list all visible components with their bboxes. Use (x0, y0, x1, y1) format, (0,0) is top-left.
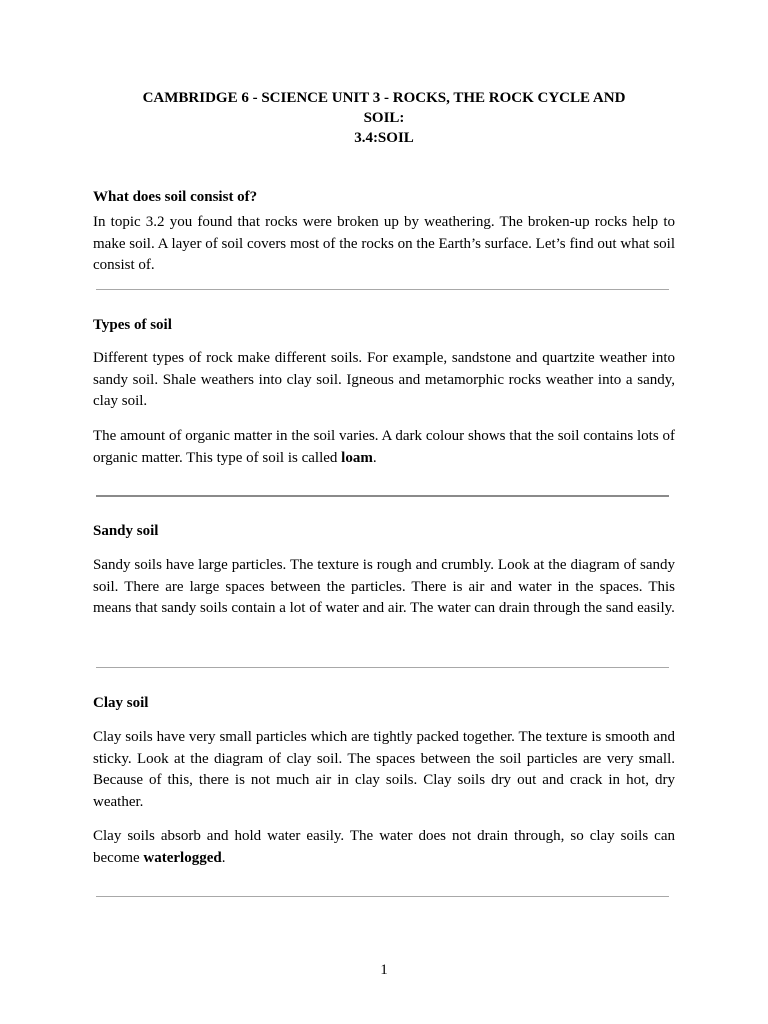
clay-water-text: Clay soils absorb and hold water easily. The water does not drain through, so clay soils can become (93, 828, 675, 866)
page-number: 1 (380, 962, 388, 978)
term-waterlogged: waterlogged (143, 849, 222, 866)
heading-clay-soil: Clay soil (93, 695, 149, 711)
organic-matter-text: The amount of organic matter in the soil varies. A dark colour shows that the soil contains lots of organic matter. This type of soil is called (93, 428, 675, 466)
paragraph-types-of-soil: Different types of rock make different soils. For example, sandstone and quartzite weather into sandy soil. Shale weathers into clay soil. Igneous and metamorphic rocks weather into a sandy, clay soil. (93, 350, 675, 409)
paragraph-sandy-soil: Sandy soils have large particles. The texture is rough and crumbly. Look at the diagram of sandy soil. There are large spaces between the particles. There is air and water in the spaces. This means that sandy soils contain a lot of water and air. The water can drain through the sand easily. (93, 557, 675, 616)
organic-matter-end: . (372, 449, 377, 466)
title-line-1: CAMBRIDGE 6 - SCIENCE UNIT 3 - ROCKS, THE ROCK CYCLE AND (142, 90, 626, 106)
paragraph-clay-soil: Clay soils have very small particles which are tightly packed together. The texture is smooth and sticky. Look at the diagram of clay soil. The spaces between the soil particles are very small. Because of this, there is not much air in clay soils. Clay soils dry out and crack in hot, dry weather. (93, 729, 675, 810)
divider-rule (96, 667, 669, 668)
heading-soil-consist: What does soil consist of? (93, 189, 258, 205)
document-title (93, 88, 675, 148)
clay-water-end: . (221, 849, 226, 866)
divider-rule (96, 495, 669, 497)
term-loam: loam (341, 449, 373, 466)
divider-rule (96, 896, 669, 897)
paragraph-organic-matter (93, 426, 675, 469)
paragraph-clay-water (93, 826, 675, 869)
section-subtitle: 3.4:SOIL (354, 130, 414, 146)
title-line-2: SOIL: (363, 110, 405, 126)
heading-types-of-soil: Types of soil (93, 317, 172, 333)
divider-rule (96, 289, 669, 290)
heading-sandy-soil: Sandy soil (93, 523, 159, 539)
paragraph-soil-consist: In topic 3.2 you found that rocks were broken up by weathering. The broken-up rocks help to make soil. A layer of soil covers most of the rocks on the Earth’s surface. Let’s find out what soil consist of. (93, 214, 675, 273)
